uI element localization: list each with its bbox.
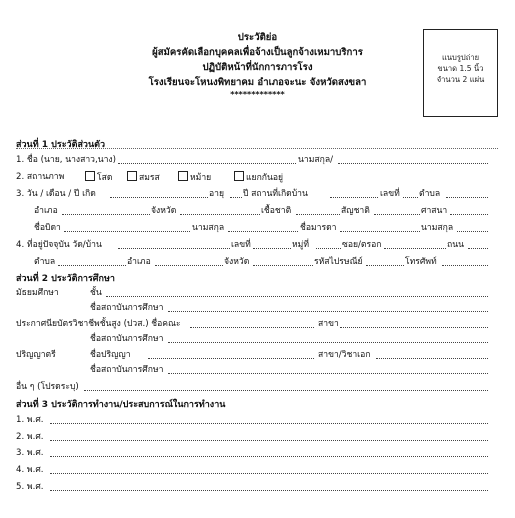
major-label: สาขา	[318, 319, 339, 329]
form-title: ประวัติย่อ	[237, 32, 278, 43]
work-field-4[interactable]	[50, 473, 488, 474]
checkbox-widowed[interactable]	[178, 171, 188, 181]
work-year-label: 4. พ.ศ.	[16, 465, 44, 475]
age-label: อายุ	[209, 189, 225, 199]
header-line-1: ผู้สมัครคัดเลือกบุคคลเพื่อจ้างเป็นลูกจ้างเหมาบริการ	[152, 47, 363, 58]
bachelor-school-label: ชื่อสถาบันการศึกษา	[90, 365, 164, 375]
address-tambon-label: ตำบล	[34, 257, 56, 267]
surname-field[interactable]	[338, 163, 488, 164]
major2-label: สาขา/วิชาเอก	[318, 350, 371, 360]
secondary-label: มัธยมศึกษา	[16, 288, 59, 298]
father-label: ชื่อบิดา	[34, 223, 61, 233]
pvs-school-field[interactable]	[168, 342, 488, 343]
work-year-label: 2. พ.ศ.	[16, 432, 44, 442]
work-year-label: 1. พ.ศ.	[16, 415, 44, 425]
address-tambon-field[interactable]	[58, 265, 126, 266]
birth-field[interactable]	[110, 197, 208, 198]
major-field[interactable]	[340, 327, 488, 328]
status-option-separated[interactable]: แยกกันอยู่	[234, 171, 283, 184]
photo-line-1: แนบรูปถ่าย	[441, 53, 480, 62]
status-option-single[interactable]: โสด	[85, 171, 112, 184]
bachelor-school-field[interactable]	[168, 373, 488, 374]
birth-amphoe-label: อำเภอ	[34, 206, 58, 216]
birth-houseno-label: เลขที่	[380, 189, 400, 199]
degree-label: ชื่อปริญญา	[90, 350, 131, 360]
photo-line-3: จำนวน 2 แผ่น	[436, 75, 485, 84]
moo-field[interactable]	[316, 248, 341, 249]
phone-field[interactable]	[442, 265, 488, 266]
address-no-label: เลขที่	[231, 240, 251, 250]
address-amphoe-field[interactable]	[155, 265, 223, 266]
work-year-label: 3. พ.ศ.	[16, 448, 44, 458]
race-label: เชื้อชาติ	[261, 206, 292, 216]
checkbox-single[interactable]	[85, 171, 95, 181]
name-label: 1. ชื่อ (นาย, นางสาว,นาง)	[16, 155, 116, 165]
section2-title: ส่วนที่ 2 ประวัติการศึกษา	[16, 274, 115, 284]
birth-label: 3. วัน / เดือน / ปี เกิด	[16, 189, 96, 199]
other-field[interactable]	[84, 390, 488, 391]
road-field[interactable]	[468, 248, 488, 249]
major2-field[interactable]	[376, 358, 488, 359]
phone-label: โทรศัพท์	[405, 257, 437, 267]
other-label: อื่น ๆ (โปรดระบุ)	[16, 382, 79, 392]
bachelor-label: ปริญญาตรี	[16, 350, 56, 360]
work-field-1[interactable]	[50, 423, 488, 424]
status-label: 2. สถานภาพ	[16, 172, 65, 182]
level-field[interactable]	[106, 296, 488, 297]
birthplace-label: ปี สถานที่เกิดบ้าน	[243, 189, 308, 199]
header-line-3: โรงเรียนจะโหนงพิทยาคม อำเภอจะนะ จังหวัดสงขลา	[148, 77, 367, 88]
age-field[interactable]	[230, 197, 242, 198]
address-province-label: จังหวัด	[224, 257, 250, 267]
work-field-3[interactable]	[50, 456, 488, 457]
nationality-field[interactable]	[374, 214, 420, 215]
level-label: ชั้น	[90, 288, 102, 298]
address-amphoe-label: อำเภอ	[127, 257, 151, 267]
birth-houseno-field[interactable]	[403, 197, 418, 198]
pvs-label: ประกาศนียบัตรวิชาชีพชั้นสูง (ปวส.) ชื่อคณะ	[16, 319, 181, 329]
header-stars: *************	[230, 90, 285, 99]
postal-label: รหัสไปรษณีย์	[314, 257, 363, 267]
birth-amphoe-field[interactable]	[62, 214, 150, 215]
road-label: ถนน	[447, 240, 464, 250]
nationality-label: สัญชาติ	[341, 206, 370, 216]
birth-tambon-label: ตำบล	[419, 189, 441, 199]
photo-box	[423, 29, 498, 117]
postal-field[interactable]	[366, 265, 404, 266]
birthplace-field[interactable]	[330, 197, 378, 198]
father-surname-field[interactable]	[228, 231, 298, 232]
religion-label: ศาสนา	[421, 206, 448, 216]
work-year-label: 5. พ.ศ.	[16, 482, 44, 492]
moo-label: หมู่ที่	[292, 240, 309, 250]
birth-province-field[interactable]	[180, 214, 260, 215]
checkbox-married[interactable]	[127, 171, 137, 181]
race-field[interactable]	[296, 214, 340, 215]
address-field[interactable]	[118, 248, 230, 249]
father-surname-label: นามสกุล	[192, 223, 225, 233]
pvs-school-label: ชื่อสถาบันการศึกษา	[90, 334, 164, 344]
mother-surname-field[interactable]	[457, 231, 488, 232]
address-no-field[interactable]	[253, 248, 291, 249]
soi-field[interactable]	[384, 248, 446, 249]
religion-field[interactable]	[450, 214, 488, 215]
soi-label: ซอย/ตรอก	[342, 240, 382, 250]
birth-tambon-field[interactable]	[446, 197, 488, 198]
section3-title: ส่วนที่ 3 ประวัติการทำงาน/ประสบการณ์ในการทำงาน	[16, 400, 226, 410]
address-label: 4. ที่อยู่ปัจจุบัน วัด/บ้าน	[16, 240, 102, 250]
section1-title: ส่วนที่ 1 ประวัติส่วนตัว	[16, 140, 106, 150]
work-field-2[interactable]	[50, 440, 488, 441]
photo-line-2: ขนาด 1.5 นิ้ว	[437, 64, 484, 73]
status-option-widowed[interactable]: หม้าย	[178, 171, 211, 184]
address-province-field[interactable]	[253, 265, 313, 266]
faculty-field[interactable]	[190, 327, 314, 328]
name-field[interactable]	[118, 163, 296, 164]
mother-label: ชื่อมารดา	[300, 223, 337, 233]
secondary-school-label: ชื่อสถาบันการศึกษา	[90, 303, 164, 313]
father-field[interactable]	[64, 231, 190, 232]
secondary-school-field[interactable]	[168, 311, 488, 312]
surname-label: นามสกุล/	[298, 155, 333, 165]
work-field-5[interactable]	[50, 490, 488, 491]
degree-field[interactable]	[148, 358, 314, 359]
mother-field[interactable]	[340, 231, 420, 232]
mother-surname-label: นามสกุล	[421, 223, 454, 233]
status-option-married[interactable]: สมรส	[127, 171, 160, 184]
checkbox-separated[interactable]	[234, 171, 244, 181]
birth-province-label: จังหวัด	[151, 206, 177, 216]
header-line-2: ปฏิบัติหน้าที่นักการภารโรง	[202, 62, 313, 73]
